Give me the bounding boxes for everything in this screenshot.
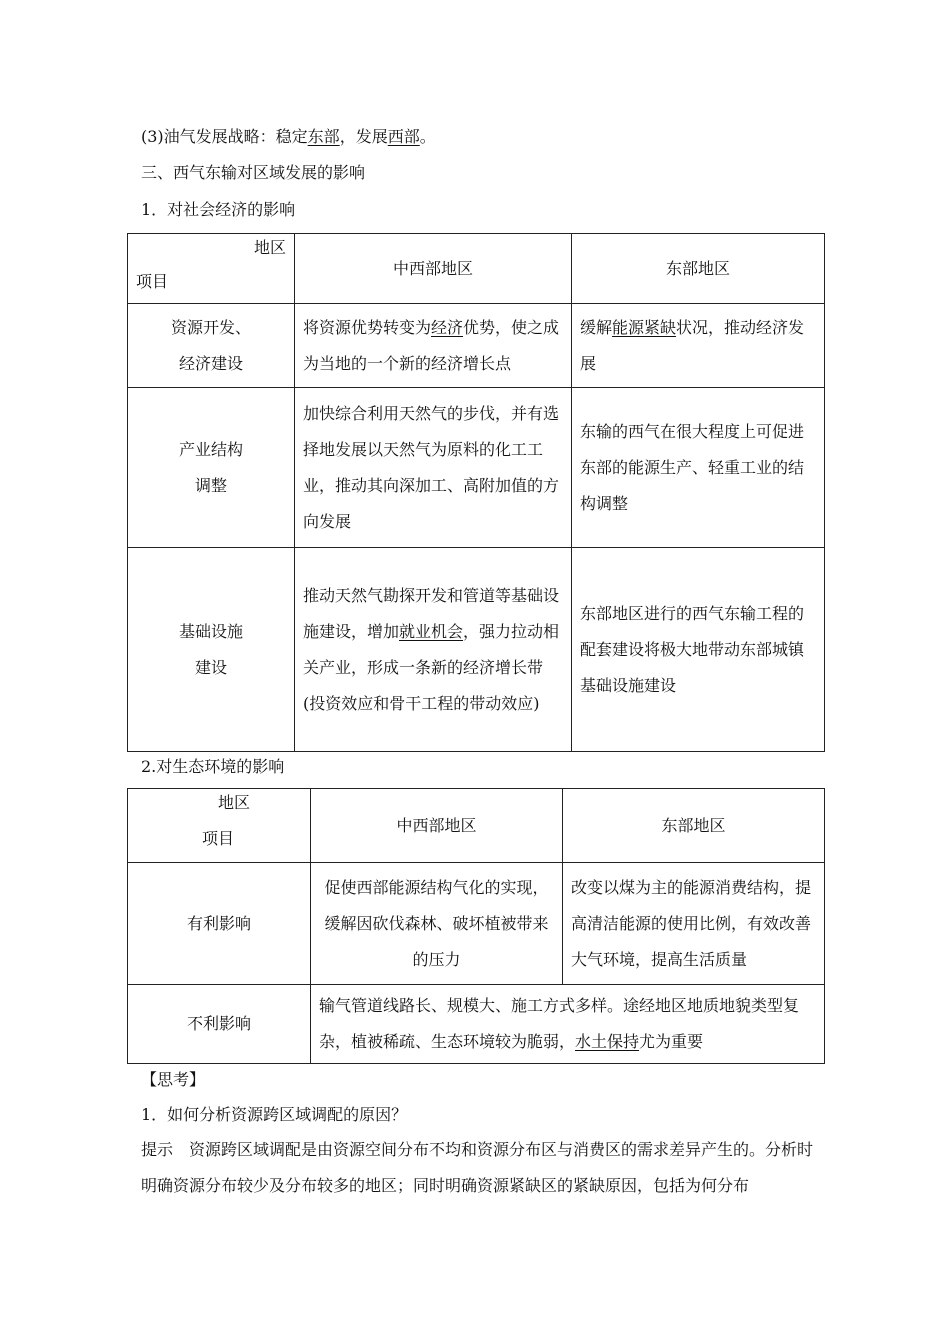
oil-gas-strategy-line: (3)油气发展战略：稳定东部，发展西部。 bbox=[141, 127, 436, 146]
question-1: 1．如何分析资源跨区域调配的原因？ bbox=[141, 1105, 408, 1124]
row-label: 产业结构 调整 bbox=[128, 388, 295, 548]
table-row bbox=[128, 548, 825, 752]
table-row bbox=[128, 985, 825, 1064]
underlined-east: 东部 bbox=[307, 127, 340, 146]
col-header-east: 东部地区 bbox=[572, 234, 825, 304]
col-header-midwest: 中西部地区 bbox=[295, 234, 572, 304]
table-row bbox=[128, 863, 825, 985]
cell-midwest: 将资源优势转变为经济优势，使之成为当地的一个新的经济增长点 bbox=[295, 304, 572, 388]
cell-east: 东部地区进行的西气东输工程的配套建设将极大地带动东部城镇基础设施建设 bbox=[572, 548, 825, 752]
row-label: 资源开发、 经济建设 bbox=[128, 304, 295, 388]
cell-merged: 输气管道线路长、规模大、施工方式多样。途经地区地质地貌类型复杂，植被稀疏、生态环境较为脆弱，水土保持尤为重要 bbox=[311, 985, 825, 1064]
table-row bbox=[128, 388, 825, 548]
cell-midwest: 促使西部能源结构气化的实现，缓解因砍伐森林、破坏植被带来的压力 bbox=[311, 863, 563, 985]
header-region: 地区 bbox=[253, 238, 286, 257]
cell-east: 改变以煤为主的能源消费结构，提高清洁能源的使用比例，有效改善大气环境，提高生活质量 bbox=[563, 863, 825, 985]
cell-midwest: 加快综合利用天然气的步伐，并有选择地发展以天然气为原料的化工工业，推动其向深加工、高附加值的方向发展 bbox=[295, 388, 572, 548]
table-corner-header bbox=[128, 234, 295, 304]
table-corner-header bbox=[128, 789, 311, 863]
row-label: 有利影响 bbox=[128, 863, 311, 985]
think-heading: 【思考】 bbox=[141, 1070, 206, 1089]
header-item: 项目 bbox=[202, 829, 235, 848]
row-label: 基础设施 建设 bbox=[128, 548, 295, 752]
section-heading: 三、西气东输对区域发展的影响 bbox=[141, 163, 366, 182]
row-label: 不利影响 bbox=[128, 985, 311, 1064]
table-row bbox=[128, 304, 825, 388]
underlined-west: 西部 bbox=[387, 127, 420, 146]
cell-midwest: 推动天然气勘探开发和管道等基础设施建设，增加就业机会，强力拉动相关产业，形成一条新的经济增长带(投资效应和骨干工程的带动效应) bbox=[295, 548, 572, 752]
ecology-impact-table bbox=[127, 788, 825, 1064]
cell-east: 东输的西气在很大程度上可促进东部的能源生产、轻重工业的结构调整 bbox=[572, 388, 825, 548]
subsection-heading-economy: 1．对社会经济的影响 bbox=[141, 200, 296, 219]
header-item: 项目 bbox=[136, 272, 169, 291]
subsection-heading-ecology: 2.对生态环境的影响 bbox=[141, 757, 285, 776]
cell-east: 缓解能源紧缺状况，推动经济发展 bbox=[572, 304, 825, 388]
header-region: 地区 bbox=[218, 793, 251, 812]
col-header-midwest: 中西部地区 bbox=[311, 789, 563, 863]
hint-paragraph: 提示 资源跨区域调配是由资源空间分布不均和资源分布区与消费区的需求差异产生的。分析时明确资源分布较少及分布较多的地区；同时明确资源紧缺区的紧缺原因，包括为何分布 bbox=[141, 1140, 814, 1195]
col-header-east: 东部地区 bbox=[563, 789, 825, 863]
economy-impact-table bbox=[127, 233, 825, 752]
